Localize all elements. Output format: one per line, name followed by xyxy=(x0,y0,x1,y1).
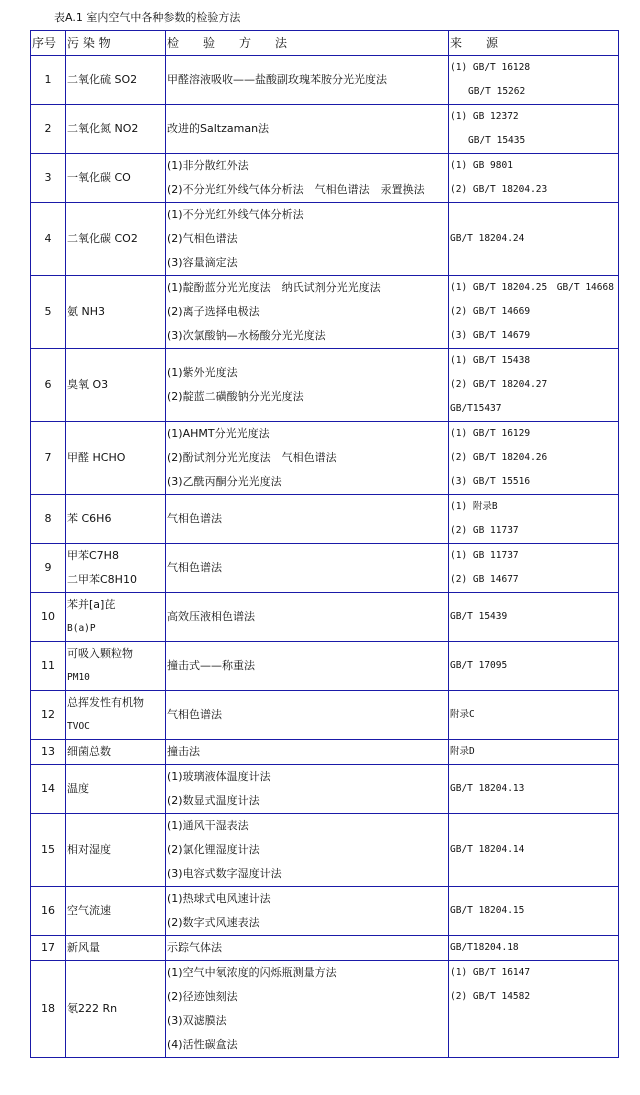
cell-method xyxy=(166,422,449,495)
cell-source-line: 附录D xyxy=(450,746,475,757)
cell-method-line: (2)氯化锂湿度计法 xyxy=(167,843,260,856)
table-row xyxy=(31,495,619,544)
table-row xyxy=(31,56,619,105)
cell-method xyxy=(166,349,449,422)
cell-pollutant xyxy=(66,349,166,422)
cell-source-line: GB/T 18204.24 xyxy=(450,233,525,244)
cell-pollutant-line: PM10 xyxy=(67,672,90,683)
cell-source xyxy=(449,936,619,961)
cell-method-line: 高效压液相色谱法 xyxy=(167,610,255,623)
cell-pollutant-line: 新风量 xyxy=(67,941,100,954)
cell-source xyxy=(449,887,619,936)
cell-source xyxy=(449,765,619,814)
cell-no: 13 xyxy=(31,740,66,765)
cell-pollutant xyxy=(66,422,166,495)
cell-source-line: GB/T15437 xyxy=(450,403,502,414)
header-pollutant: 污 染 物 xyxy=(66,31,166,56)
cell-pollutant xyxy=(66,814,166,887)
cell-pollutant-line: 空气流速 xyxy=(67,904,111,917)
table-row xyxy=(31,203,619,276)
header-no: 序号 xyxy=(31,31,66,56)
cell-method-line: 气相色谱法 xyxy=(167,512,222,525)
cell-method-line: (3)电容式数字湿度计法 xyxy=(167,867,282,880)
cell-no: 10 xyxy=(31,593,66,642)
cell-source-line: (1) GB 11737 xyxy=(450,550,519,561)
cell-source-line: (1) GB 9801 xyxy=(450,160,513,171)
cell-no: 11 xyxy=(31,642,66,691)
cell-no: 16 xyxy=(31,887,66,936)
cell-source-line: 附录C xyxy=(450,709,475,720)
cell-source xyxy=(449,105,619,154)
cell-source xyxy=(449,56,619,105)
cell-no: 9 xyxy=(31,544,66,593)
table-header-row xyxy=(31,31,619,56)
cell-source xyxy=(449,154,619,203)
cell-pollutant-line: TVOC xyxy=(67,721,90,732)
cell-method-line: (1)玻璃液体温度计法 xyxy=(167,770,271,783)
cell-pollutant xyxy=(66,642,166,691)
cell-no: 6 xyxy=(31,349,66,422)
cell-pollutant-line: 温度 xyxy=(67,782,89,795)
cell-method-line: (4)活性碳盒法 xyxy=(167,1038,238,1051)
cell-source-line: GB/T18204.18 xyxy=(450,942,519,953)
cell-no: 4 xyxy=(31,203,66,276)
cell-pollutant xyxy=(66,740,166,765)
cell-method-line: 改进的Saltzaman法 xyxy=(167,122,270,135)
cell-method xyxy=(166,593,449,642)
cell-method xyxy=(166,495,449,544)
cell-method-line: (2)离子选择电极法 xyxy=(167,305,260,318)
cell-pollutant xyxy=(66,276,166,349)
table-row xyxy=(31,105,619,154)
cell-pollutant-line: 总挥发性有机物 xyxy=(67,696,144,709)
cell-source-line: GB/T 18204.15 xyxy=(450,905,525,916)
table-row xyxy=(31,422,619,495)
cell-pollutant xyxy=(66,56,166,105)
cell-method-line: (1)靛酚蓝分光光度法 纳氏试剂分光光度法 xyxy=(167,281,381,294)
cell-method-line: (1)热球式电风速计法 xyxy=(167,892,271,905)
table-row xyxy=(31,544,619,593)
cell-pollutant xyxy=(66,691,166,740)
cell-source-line: (2) GB/T 18204.27 xyxy=(450,379,548,390)
header-method: 检 验 方 法 xyxy=(166,31,449,56)
cell-pollutant xyxy=(66,593,166,642)
cell-pollutant-line: 甲醛 HCHO xyxy=(67,451,126,464)
cell-source-line: (3) GB/T 15516 xyxy=(450,476,531,487)
cell-method xyxy=(166,765,449,814)
cell-method-line: (2)靛蓝二磺酸钠分光光度法 xyxy=(167,390,304,403)
cell-method-line: (1)AHMT分光光度法 xyxy=(167,427,270,440)
cell-pollutant-line: 苯并[a]芘 xyxy=(67,598,116,611)
cell-pollutant xyxy=(66,154,166,203)
cell-pollutant-line: 可吸入颗粒物 xyxy=(67,647,133,660)
table-row xyxy=(31,691,619,740)
cell-method-line: 撞击法 xyxy=(167,745,200,758)
cell-method xyxy=(166,936,449,961)
cell-source-line: (1) GB 12372 xyxy=(450,111,519,122)
cell-source-line: GB/T 15435 xyxy=(468,135,526,146)
cell-method xyxy=(166,642,449,691)
cell-method xyxy=(166,203,449,276)
cell-source xyxy=(449,740,619,765)
cell-source-line: (2) GB/T 14582 xyxy=(450,991,531,1002)
cell-method-line: (3)双滤膜法 xyxy=(167,1014,227,1027)
cell-pollutant-line: B(a)P xyxy=(67,623,96,634)
cell-source-line: (2) GB/T 14669 xyxy=(450,306,531,317)
cell-method xyxy=(166,276,449,349)
cell-source xyxy=(449,203,619,276)
cell-method-line: (2)不分光红外线气体分析法 气相色谱法 汞置换法 xyxy=(167,183,425,196)
cell-pollutant-line: 二甲苯C8H10 xyxy=(67,573,137,586)
cell-source-line: GB/T 17095 xyxy=(450,660,508,671)
cell-pollutant xyxy=(66,544,166,593)
cell-method xyxy=(166,154,449,203)
cell-pollutant-line: 二氧化氮 NO2 xyxy=(67,122,139,135)
cell-method-line: (1)通风干湿表法 xyxy=(167,819,249,832)
table-row xyxy=(31,593,619,642)
cell-source-line: (1) GB/T 16147 xyxy=(450,967,531,978)
cell-source-line: (2) GB/T 18204.26 xyxy=(450,452,548,463)
table-row xyxy=(31,814,619,887)
cell-no: 3 xyxy=(31,154,66,203)
cell-pollutant xyxy=(66,495,166,544)
cell-method-line: (1)不分光红外线气体分析法 xyxy=(167,208,304,221)
cell-method-line: (1)非分散红外法 xyxy=(167,159,249,172)
cell-method xyxy=(166,105,449,154)
cell-pollutant xyxy=(66,203,166,276)
cell-pollutant-line: 一氧化碳 CO xyxy=(67,171,131,184)
table-row xyxy=(31,961,619,1058)
test-methods-table xyxy=(30,30,619,1058)
cell-source-line: (1) GB/T 16128 xyxy=(450,62,531,73)
cell-method-line: (2)径迹蚀刻法 xyxy=(167,990,238,1003)
table-row xyxy=(31,887,619,936)
cell-source-line: (1) GB/T 15438 xyxy=(450,355,531,366)
table-caption: 表A.1 室内空气中各种参数的检验方法 xyxy=(54,11,241,24)
table-row xyxy=(31,740,619,765)
cell-method-line: 甲醛溶液吸收——盐酸副玫瑰苯胺分光光度法 xyxy=(167,73,387,86)
table-row xyxy=(31,642,619,691)
cell-pollutant-line: 甲苯C7H8 xyxy=(67,549,119,562)
table-row xyxy=(31,276,619,349)
cell-no: 15 xyxy=(31,814,66,887)
cell-source xyxy=(449,422,619,495)
cell-pollutant-line: 细菌总数 xyxy=(67,745,111,758)
cell-source-line: (3) GB/T 14679 xyxy=(450,330,531,341)
cell-pollutant xyxy=(66,105,166,154)
cell-no: 14 xyxy=(31,765,66,814)
cell-method xyxy=(166,887,449,936)
table-row xyxy=(31,154,619,203)
cell-source-line: GB/T 18204.13 xyxy=(450,783,525,794)
cell-pollutant xyxy=(66,961,166,1058)
cell-source-line: (1) 附录B xyxy=(450,501,498,512)
cell-pollutant xyxy=(66,765,166,814)
cell-source-line: GB/T 15262 xyxy=(468,86,526,97)
cell-pollutant-line: 臭氧 O3 xyxy=(67,378,109,391)
cell-method-line: (1)紫外光度法 xyxy=(167,366,238,379)
table-row xyxy=(31,765,619,814)
cell-source xyxy=(449,495,619,544)
cell-source-line: (1) GB/T 18204.25 GB/T 14668 xyxy=(450,282,614,293)
cell-source-line: (2) GB 11737 xyxy=(450,525,519,536)
cell-method-line: (2)气相色谱法 xyxy=(167,232,238,245)
cell-source xyxy=(449,544,619,593)
cell-method-line: 气相色谱法 xyxy=(167,708,222,721)
cell-method xyxy=(166,691,449,740)
cell-no: 2 xyxy=(31,105,66,154)
cell-pollutant xyxy=(66,887,166,936)
cell-method-line: 撞击式——称重法 xyxy=(167,659,255,672)
cell-method xyxy=(166,544,449,593)
cell-source-line: GB/T 18204.14 xyxy=(450,844,525,855)
cell-method xyxy=(166,740,449,765)
cell-source xyxy=(449,961,619,1058)
cell-no: 8 xyxy=(31,495,66,544)
cell-pollutant-line: 相对湿度 xyxy=(67,843,111,856)
cell-pollutant-line: 二氧化硫 SO2 xyxy=(67,73,138,86)
cell-pollutant-line: 苯 C6H6 xyxy=(67,512,112,525)
cell-method-line: (2)数字式风速表法 xyxy=(167,916,260,929)
cell-no: 17 xyxy=(31,936,66,961)
cell-no: 1 xyxy=(31,56,66,105)
cell-no: 12 xyxy=(31,691,66,740)
cell-source-line: GB/T 15439 xyxy=(450,611,508,622)
cell-pollutant-line: 氡222 Rn xyxy=(67,1002,118,1015)
table-row xyxy=(31,936,619,961)
cell-source-line: (2) GB 14677 xyxy=(450,574,519,585)
cell-method-line: (1)空气中氡浓度的闪烁瓶测量方法 xyxy=(167,966,337,979)
cell-source xyxy=(449,276,619,349)
cell-method xyxy=(166,56,449,105)
table-row xyxy=(31,349,619,422)
cell-no: 5 xyxy=(31,276,66,349)
cell-method-line: (3)容量滴定法 xyxy=(167,256,238,269)
cell-pollutant xyxy=(66,936,166,961)
cell-method xyxy=(166,814,449,887)
cell-source xyxy=(449,349,619,422)
cell-no: 18 xyxy=(31,961,66,1058)
cell-method-line: (3)乙酰丙酮分光光度法 xyxy=(167,475,282,488)
cell-method-line: 气相色谱法 xyxy=(167,561,222,574)
cell-pollutant-line: 二氧化碳 CO2 xyxy=(67,232,138,245)
cell-no: 7 xyxy=(31,422,66,495)
cell-pollutant-line: 氨 NH3 xyxy=(67,305,105,318)
cell-method-line: 示踪气体法 xyxy=(167,941,222,954)
cell-source xyxy=(449,642,619,691)
cell-source-line: (1) GB/T 16129 xyxy=(450,428,531,439)
cell-method-line: (3)次氯酸钠—水杨酸分光光度法 xyxy=(167,329,326,342)
cell-source-line: (2) GB/T 18204.23 xyxy=(450,184,548,195)
header-source: 来 源 xyxy=(449,31,619,56)
cell-method xyxy=(166,961,449,1058)
cell-method-line: (2)酚试剂分光光度法 气相色谱法 xyxy=(167,451,337,464)
cell-source xyxy=(449,691,619,740)
cell-method-line: (2)数显式温度计法 xyxy=(167,794,260,807)
cell-source xyxy=(449,593,619,642)
cell-source xyxy=(449,814,619,887)
